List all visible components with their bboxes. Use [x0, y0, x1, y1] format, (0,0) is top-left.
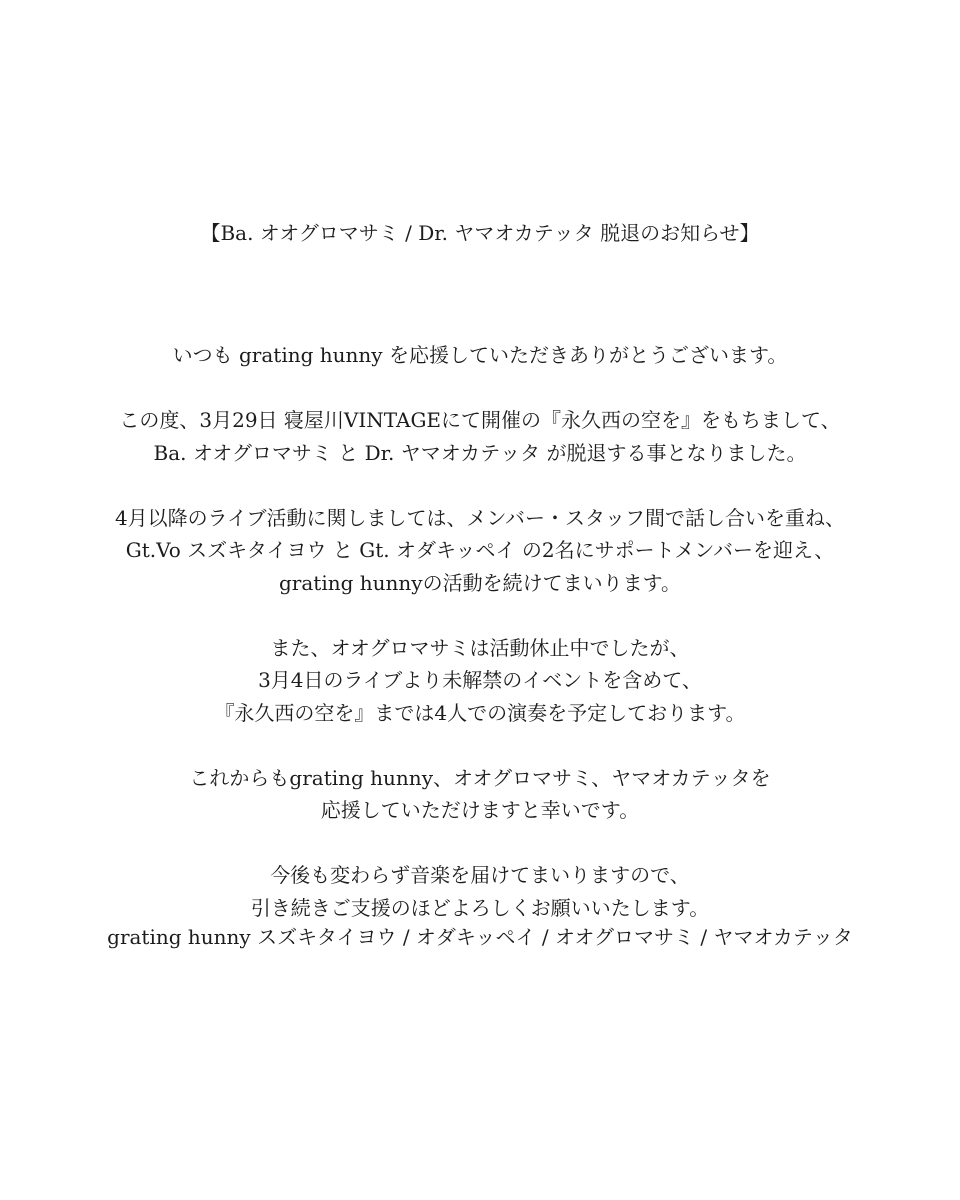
paragraph-line: この度、3月29日 寝屋川VINTAGEにて開催の『永久西の空を』をもちまして、	[119, 408, 841, 432]
paragraph-line: 引き続きご支援のほどよろしくお願いいたします。	[250, 895, 710, 920]
paragraph-line: また、オオグロマサミは活動休止中でしたが、	[270, 635, 690, 660]
paragraph-future-activity	[0, 502, 960, 600]
paragraph-line: 応援していただけますと幸いです。	[320, 798, 640, 822]
paragraph-line: 4月以降のライブ活動に関しましては、メンバー・スタッフ間で話し合いを重ね、	[114, 505, 846, 530]
paragraph-line: grating hunnyの活動を続けてまいります。	[279, 570, 681, 595]
paragraph-line: 『永久西の空を』までは4人での演奏を予定しております。	[214, 700, 746, 725]
notice-body	[0, 339, 960, 957]
notice-title: 【Ba. オオグロマサミ / Dr. ヤマオカテッタ 脱退のお知らせ】	[200, 221, 760, 245]
paragraph-line: 3月4日のライブより未解禁のイベントを含めて、	[258, 668, 702, 692]
paragraph-line: Ba. オオグロマサミ と Dr. ヤマオカテッタ が脱退する事となりました。	[153, 440, 807, 465]
paragraph-support-request	[0, 762, 960, 827]
paragraph-closing	[0, 859, 960, 924]
paragraph-line: これからもgrating hunny、オオグロマサミ、ヤマオカテッタを	[189, 765, 771, 790]
paragraph-line: Gt.Vo スズキタイヨウ と Gt. オダキッペイ の2名にサポートメンバーを迎え、	[125, 538, 835, 562]
paragraph-line: 今後も変わらず音楽を届けてまいりますので、	[270, 863, 690, 887]
paragraph-greeting	[0, 339, 960, 372]
paragraph-hiatus	[0, 632, 960, 730]
paragraph-line: いつも grating hunny を応援していただきありがとうございます。	[172, 343, 788, 367]
notice-signature: grating hunny スズキタイヨウ / オダキッペイ / オオグロマサミ / ヤマオカテッタ	[107, 925, 853, 949]
paragraph-departure	[0, 404, 960, 469]
